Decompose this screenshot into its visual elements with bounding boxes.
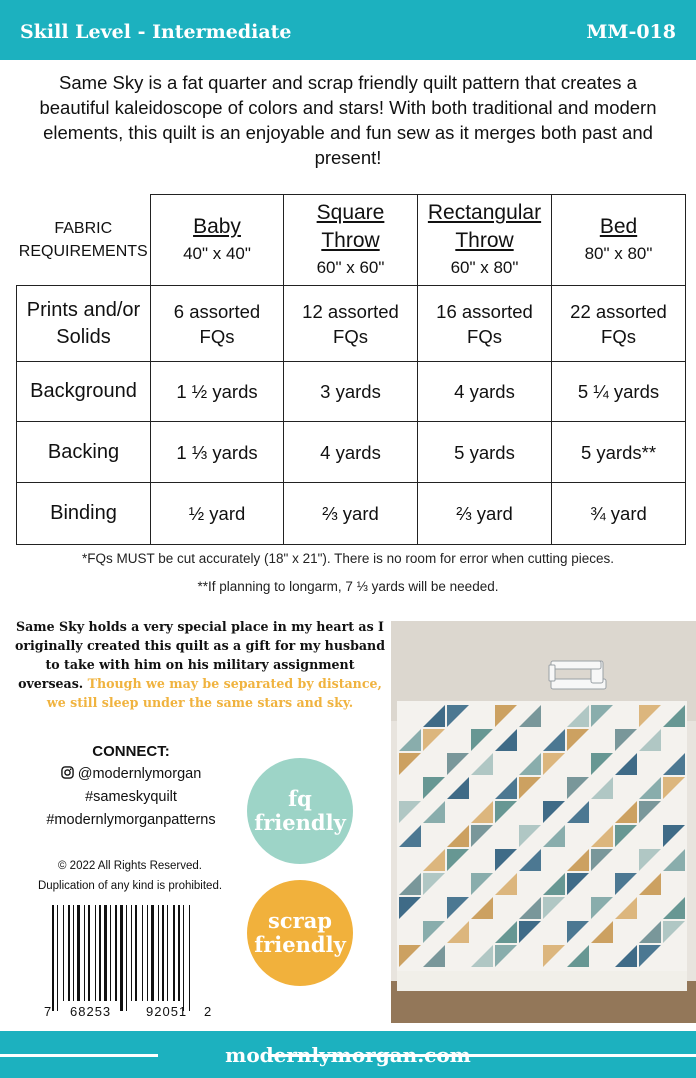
skill-level: Skill Level - Intermediate — [20, 21, 292, 43]
table-cell: ⅔ yard — [284, 483, 418, 545]
hashtag-samesky[interactable]: #sameskyquilt — [85, 789, 177, 805]
row-label-binding: Binding — [17, 483, 151, 545]
fq-accuracy-note: *FQs MUST be cut accurately (18" x 21"). There is no room for error when cutting pieces. — [81, 551, 615, 566]
connect-block — [36, 740, 226, 832]
table-corner-label: FABRIC REQUIREMENTS — [18, 219, 148, 260]
table-row — [17, 286, 686, 362]
table-row — [17, 422, 686, 483]
instagram-icon — [61, 766, 78, 782]
table-cell: 6 assorted FQs — [151, 286, 284, 362]
barcode-image — [48, 905, 218, 1011]
size-header-rectangular-throw: Rectangular Throw 60" x 80" — [418, 195, 552, 286]
table-cell: 5 yards** — [552, 422, 686, 483]
table-cell: 4 yards — [284, 422, 418, 483]
barcode-digit-2: 2 — [204, 1004, 212, 1019]
table-cell: 16 assorted FQs — [418, 286, 552, 362]
table-row — [17, 483, 686, 545]
website-link[interactable]: modernlymorgan.com — [225, 1043, 471, 1067]
barcode-digit-1: 7 — [44, 1004, 52, 1019]
story-main: Same Sky holds a very special place in my heart as I originally created this quilt as a gift for my husband to take with him on his military assignment overseas. — [14, 619, 386, 691]
row-label-backing: Backing — [17, 422, 151, 483]
instagram-handle[interactable]: @modernlymorgan — [36, 763, 226, 786]
connect-heading: CONNECT: — [92, 743, 170, 760]
copyright: © 2022 All Rights Reserved. Duplication of any kind is prohibited. — [37, 860, 223, 892]
row-label-background: Background — [17, 362, 151, 422]
barcode-digit-group-1: 68253 — [70, 1004, 112, 1019]
table-cell: 5 yards — [418, 422, 552, 483]
barcode-digit-group-2: 92051 — [146, 1004, 188, 1019]
table-cell: 1 ½ yards — [151, 362, 284, 422]
size-header-square-throw: Square Throw 60" x 60" — [284, 195, 418, 286]
table-cell: 12 assorted FQs — [284, 286, 418, 362]
table-cell: 22 assorted FQs — [552, 286, 686, 362]
fq-friendly-badge: fq friendly — [247, 758, 353, 864]
table-cell: 4 yards — [418, 362, 552, 422]
table-cell: ⅔ yard — [418, 483, 552, 545]
size-header-baby: Baby 40" x 40" — [151, 195, 284, 286]
fabric-requirements-table — [16, 194, 686, 545]
table-row — [17, 362, 686, 422]
hashtag-patterns[interactable]: #modernlymorganpatterns — [46, 812, 216, 828]
story-highlight: Though we may be separated by distance, we still sleep under the same stars and sky. — [46, 676, 382, 710]
pattern-code: MM-018 — [586, 21, 676, 43]
quilt-photo — [391, 621, 696, 1023]
intro-text: Same Sky is a fat quarter and scrap friendly quilt pattern that creates a beautiful kaleidoscope of colors and stars! With both traditional and modern elements, this quilt is an enjoyable and fun sew as it merges both past and present! — [39, 72, 657, 168]
row-label-prints: Prints and/or Solids — [17, 286, 151, 362]
table-cell: 1 ⅓ yards — [151, 422, 284, 483]
top-banner — [0, 0, 696, 60]
size-header-bed: Bed 80" x 80" — [552, 195, 686, 286]
footer-banner — [0, 1031, 696, 1078]
table-cell: ½ yard — [151, 483, 284, 545]
table-cell: 5 ¼ yards — [552, 362, 686, 422]
table-cell: ¾ yard — [552, 483, 686, 545]
table-cell: 3 yards — [284, 362, 418, 422]
story-paragraph — [14, 617, 386, 712]
scrap-friendly-badge: scrap friendly — [247, 880, 353, 986]
longarm-note: **If planning to longarm, 7 ⅓ yards will be needed. — [197, 579, 499, 594]
